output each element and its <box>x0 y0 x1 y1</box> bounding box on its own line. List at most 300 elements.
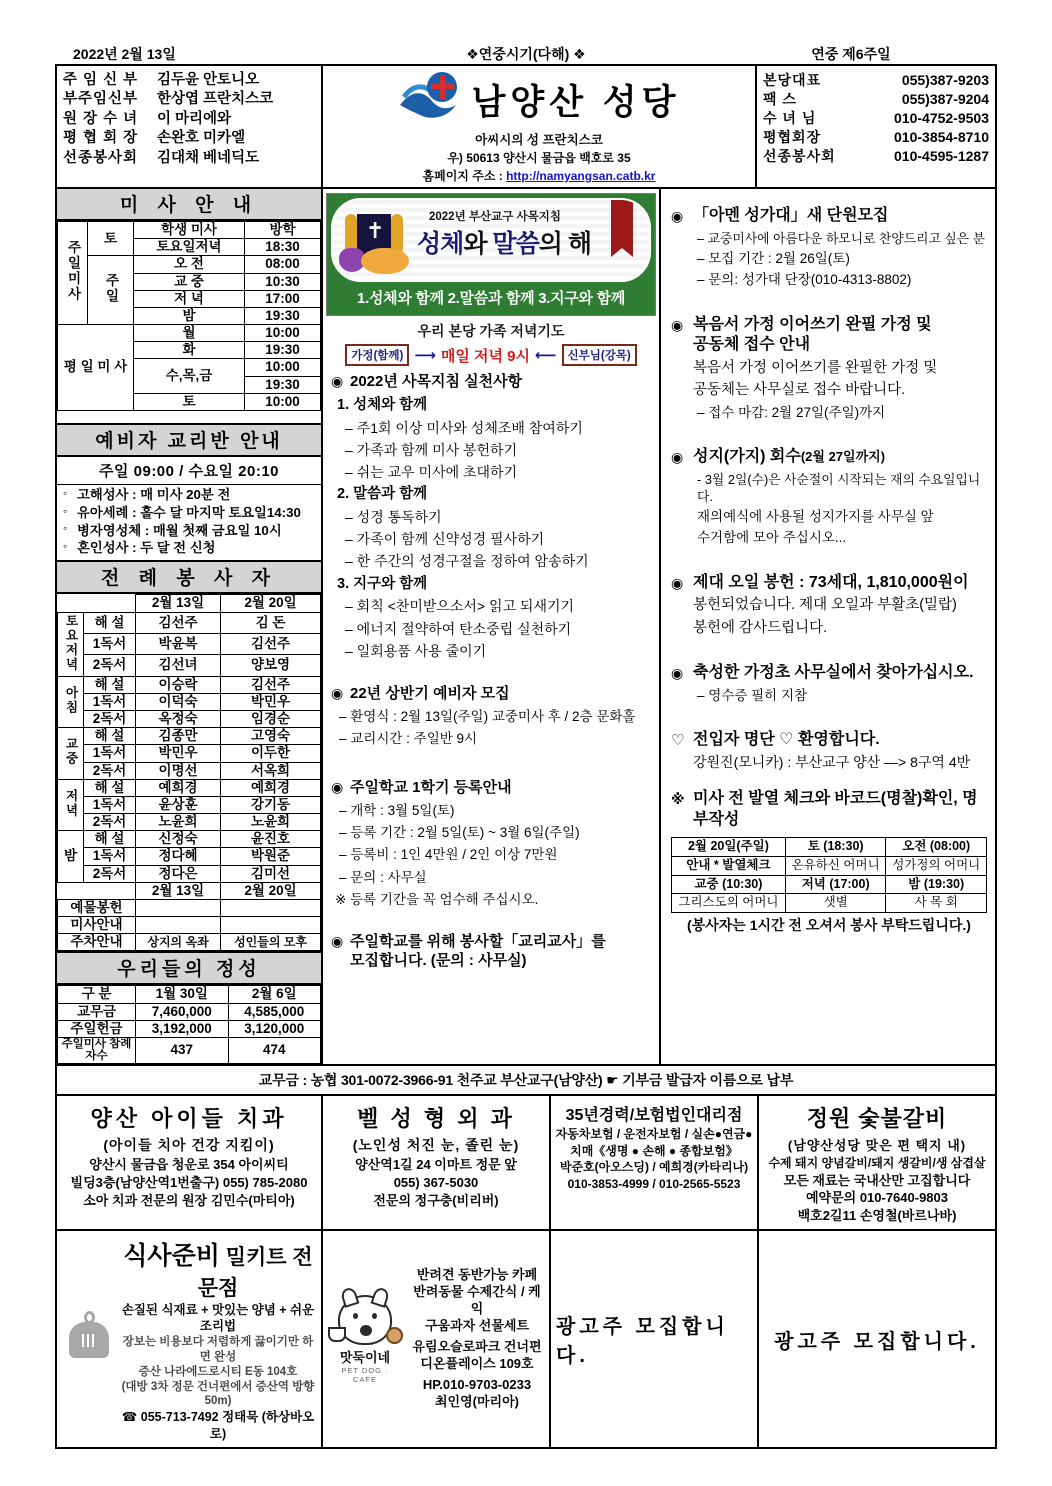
mass-name: 학생 미사 <box>134 222 245 239</box>
liturgy-col1: 2월 13일 <box>136 595 221 612</box>
mass-time: 08:00 <box>245 256 321 273</box>
banner-title-b: 와 <box>463 230 493 258</box>
ad-line: 전문의 정구충(비리버) <box>373 1192 499 1208</box>
offering-table <box>57 985 321 1064</box>
mealkit-phone: ☎ 055-713-7492 정태묵 (하상바오로) <box>121 1410 315 1441</box>
ad-line: 박준호(아오스딩) / 예희경(카타리나) <box>559 1160 749 1175</box>
sunday-school-title: ◉ 주일학교 1학기 등록안내 <box>331 779 653 798</box>
catechumen-schedule: 주일 09:00 / 수요일 20:10 <box>57 457 321 485</box>
candle-title: ◉ 축성한 가정초 사무실에서 찾아가십시오. <box>671 663 987 684</box>
ribbon-icon <box>611 200 633 248</box>
altar-oil-section <box>661 570 995 640</box>
fever-cell: 성가정의 어머니 <box>886 856 987 875</box>
table-row <box>58 865 321 882</box>
table-row <box>672 838 987 857</box>
ad-plastic-surgery[interactable] <box>323 1096 551 1229</box>
offering-value: 3,120,000 <box>228 1020 321 1037</box>
gospel-title: ◉ 복음서 가정 이어쓰기 완필 가정 및 <box>671 315 987 336</box>
banner-title-a: 성체 <box>417 230 464 258</box>
offering-value: 474 <box>228 1038 321 1064</box>
weekday-mass-label: 평 일 미 사 <box>58 325 134 411</box>
table-row <box>58 1038 321 1064</box>
mass-name: 월 <box>134 325 245 342</box>
role-cell: 2독서 <box>84 762 136 779</box>
advertisement-row-1 <box>57 1096 995 1231</box>
role-cell: 해 설 <box>84 612 136 633</box>
name-cell: 상지의 옥좌 <box>136 934 221 951</box>
ad-line: 양산역1길 24 이마트 정문 앞 <box>355 1157 517 1172</box>
contact-value: 010-4752-9503 <box>894 109 989 126</box>
liturgy-table <box>57 594 321 951</box>
group-label: 토요저녁 <box>64 613 79 672</box>
ad-title: 벨 성 형 외 과 <box>357 1106 515 1131</box>
masthead <box>57 66 995 189</box>
table-row <box>58 831 321 848</box>
bulletin-date: 2022년 2월 13일 <box>73 46 176 62</box>
offering-value: 7,460,000 <box>136 1003 229 1020</box>
advertisement-row-2 <box>57 1231 995 1447</box>
right-column <box>661 189 995 1064</box>
name-cell: 예희경 <box>221 779 321 796</box>
palm-item: 재의예식에 사용될 성지가지를 사무실 앞 <box>697 509 934 525</box>
guideline-item: – 일회용품 사용 줄이기 <box>345 642 487 659</box>
contact-label: 팩 스 <box>763 90 797 107</box>
role-cell: 2독서 <box>84 655 136 676</box>
bulletin-body <box>57 189 995 1064</box>
name-cell: 양보영 <box>221 655 321 676</box>
sunday-school-item: – 등록 기간 : 2월 5일(토) ~ 3월 6일(주일) <box>339 825 580 841</box>
guideline-group-title: 2. 말씀과 함께 <box>337 486 428 503</box>
liturgical-season: ❖연중시기(다해) ❖ <box>466 46 586 62</box>
role-cell: 해 설 <box>84 728 136 745</box>
banner-box <box>326 193 656 316</box>
mass-name: 오 전 <box>134 256 245 273</box>
name-cell: 윤진호 <box>221 831 321 848</box>
name-cell: 김미선 <box>221 865 321 882</box>
catechumen-recruit-title: ◉ 22년 상반기 예비자 모집 <box>331 685 653 704</box>
ad-title: 정원 숯불갈비 <box>806 1106 948 1131</box>
role-cell: 2독서 <box>84 814 136 831</box>
mass-name: 저 녁 <box>134 290 245 307</box>
name-cell: 임경순 <box>221 711 321 728</box>
patron-saint: 아씨시의 성 프란치스코 <box>475 133 603 147</box>
guideline-item: – 가족이 함께 신약성경 필사하기 <box>345 531 545 548</box>
candle-item: – 영수증 필히 지참 <box>697 687 808 703</box>
table-row <box>58 762 321 779</box>
prayer-time: 매일 저녁 9시 <box>440 347 531 365</box>
table-row <box>58 633 321 654</box>
gospel-title2: 공동체 접수 안내 <box>693 336 811 354</box>
ad-slot-available-2[interactable] <box>759 1231 995 1447</box>
role-cell: 1독서 <box>84 745 136 762</box>
mass-time: 10:30 <box>245 273 321 290</box>
contact-row <box>757 70 995 89</box>
table-row <box>58 745 321 762</box>
sunday-school-note: ※ 등록 기간을 꼭 엄수해 주십시오. <box>335 891 539 907</box>
petcafe-line: 반려동물 수제간식 / 케익 <box>413 1284 541 1317</box>
table-row <box>58 796 321 813</box>
staff-name: 이 마리에와 <box>157 110 232 127</box>
choir-item: – 모집 기간 : 2월 26일(토) <box>697 251 850 267</box>
banner-title-c: 말씀 <box>492 230 539 258</box>
table-row <box>672 894 987 913</box>
name-cell: 옥정숙 <box>136 711 221 728</box>
table-row <box>58 899 321 916</box>
contact-value: 010-3854-8710 <box>894 128 989 145</box>
sun-label: 주일 <box>103 273 119 305</box>
name-cell: 정다혜 <box>136 848 221 865</box>
ad-line: 백호2길11 손영철(바르나바) <box>797 1208 957 1224</box>
guideline-group-title: 1. 성체와 함께 <box>337 396 428 413</box>
ad-subtitle: (아이들 치아 건강 지킴이) <box>103 1137 275 1153</box>
sat-label: 토 <box>88 222 134 256</box>
prayer-left-tag: 가정(함께) <box>345 344 409 366</box>
palm-item: 수거함에 모아 주십시오... <box>697 530 847 546</box>
banner-footer: 1.성체와 함께 2.말씀과 함께 3.지구와 함께 <box>357 290 625 307</box>
banner-inner <box>331 198 651 282</box>
contact-value: 055)387-9203 <box>901 71 989 88</box>
mass-time: 19:30 <box>245 376 321 393</box>
role-cell: 미사안내 <box>58 917 136 934</box>
palm-collection-section <box>661 444 995 550</box>
sunday-school-item: – 문의 : 사무실 <box>339 869 427 885</box>
palm-item: - 3월 2일(수)은 사순절이 시작되는 재의 수요일입니다. <box>697 471 981 504</box>
staff-role: 원 장 수 녀 <box>63 110 139 127</box>
chef-hat-icon <box>62 1310 116 1368</box>
table-row <box>58 595 321 612</box>
guideline-title: ◉ 2022년 사목지침 실천사항 <box>331 373 653 392</box>
fever-cell: 그리스도의 어머니 <box>672 894 786 913</box>
sunday-mass-label: 주일미사 <box>65 240 81 303</box>
offering-kind: 주일헌금 <box>58 1020 136 1037</box>
offering-kind: 교무금 <box>58 1003 136 1020</box>
name-cell: 노윤희 <box>136 814 221 831</box>
contact-row <box>757 146 995 165</box>
welcome-title: ♡ 전입자 명단 ♡ 환영합니다. <box>671 730 987 751</box>
table-row <box>58 917 321 934</box>
contact-label: 수 녀 님 <box>763 109 817 126</box>
guideline-item: – 가족과 함께 미사 봉헌하기 <box>345 441 518 458</box>
role-cell: 1독서 <box>84 796 136 813</box>
extra-col1: 2월 13일 <box>136 882 221 899</box>
name-cell: 김종만 <box>136 728 221 745</box>
banner-title <box>417 224 591 260</box>
ad-petcafe[interactable] <box>323 1231 551 1447</box>
table-row <box>58 882 321 899</box>
list-item: ◦ 혼인성사 : 두 달 전 신청 <box>59 540 321 558</box>
check-title: ※ 미사 전 발열 체크와 바코드(명찰)확인, 명부작성 <box>671 789 987 831</box>
name-cell: 김 돈 <box>221 612 321 633</box>
staff-name: 김대채 베네딕도 <box>157 149 260 166</box>
ad-line: 치매《생명 ● 손해 ● 종합보험》 <box>570 1143 738 1158</box>
name-cell: 강기동 <box>221 796 321 813</box>
name-cell <box>221 917 321 934</box>
ad-title: 35년경력/보험법인대리점 <box>565 1107 743 1124</box>
name-cell: 박민우 <box>136 745 221 762</box>
table-row <box>58 655 321 676</box>
name-cell: 정다은 <box>136 865 221 882</box>
role-cell: 2독서 <box>84 711 136 728</box>
name-cell: 박윤복 <box>136 633 221 654</box>
name-cell: 김선주 <box>221 676 321 693</box>
contact-label: 선종봉사회 <box>763 147 836 164</box>
choir-item: – 문의: 성가대 단장(010-4313-8802) <box>697 272 912 288</box>
ad-mealkit[interactable] <box>57 1231 323 1447</box>
name-cell: 서옥희 <box>221 762 321 779</box>
offering-header: 구 분 <box>58 986 136 1003</box>
ad-subtitle: (남양산성당 맞은 편 택지 내) <box>787 1138 967 1153</box>
bread-icon <box>361 248 409 274</box>
ad-line: 빌딩3층(남양산역1번출구) 055) 785-2080 <box>70 1174 308 1190</box>
fever-cell: 오전 (08:00) <box>886 838 987 857</box>
staff-name: 손완호 미카엘 <box>157 130 246 146</box>
table-row <box>58 222 321 239</box>
name-cell: 박민우 <box>221 693 321 710</box>
fever-cell: 2월 20일(주일) <box>672 838 786 857</box>
ad-dental[interactable] <box>57 1096 323 1229</box>
gospel-writing-section <box>661 312 995 424</box>
sacrament-list <box>57 485 321 561</box>
group-label: 밤 <box>63 848 78 864</box>
list-item: ◦ 고해성사 : 매 미사 20분 전 <box>59 487 321 505</box>
catechist-recruit-title2: 모집합니다. (문의 : 사무실) <box>350 952 527 970</box>
name-cell: 성인들의 모후 <box>221 934 321 951</box>
arrow-right-icon: ⟶ <box>414 347 436 364</box>
mass-schedule-table <box>57 221 321 411</box>
table-row <box>58 1003 321 1020</box>
mealkit-title <box>120 1236 316 1302</box>
parish-logo-icon <box>398 71 460 128</box>
offering-header: 2월 6일 <box>228 986 321 1003</box>
guideline-group-title: 3. 지구와 함께 <box>337 575 428 592</box>
contact-value: 055)387-9204 <box>901 90 989 107</box>
petcafe-logo-sub: PET DOG · CAFE <box>341 1365 389 1384</box>
mass-name: 화 <box>134 342 245 359</box>
ad-title: 양산 아이들 치과 <box>90 1106 288 1131</box>
table-row <box>58 814 321 831</box>
bank-account-line: 교무금 : 농협 301-0072-3966-91 천주교 부산교구(남양산) ☛ 기부금 발급자 이름으로 납부 <box>57 1064 995 1096</box>
table-row <box>58 1020 321 1037</box>
ad-line: 모든 재료는 국내산만 고집합니다 <box>783 1172 971 1188</box>
banner-green-frame <box>327 194 655 315</box>
mass-time: 10:00 <box>245 393 321 410</box>
mass-name: 토 <box>134 393 245 410</box>
catechumen-recruit-item: – 환영식 : 2월 13일(주일) 교중미사 후 / 2층 문화홀 <box>339 708 636 724</box>
name-cell: 이두한 <box>221 745 321 762</box>
mass-name: 교 중 <box>134 273 245 290</box>
fever-cell: 안내 * 발열체크 <box>672 856 786 875</box>
petcafe-line: 구움과자 선물세트 <box>424 1318 530 1334</box>
offering-value: 4,585,000 <box>228 1003 321 1020</box>
offering-header: 1월 30일 <box>136 986 229 1003</box>
staff-role: 선종봉사회 <box>63 149 139 166</box>
blessed-candle-section <box>661 660 995 707</box>
sunday-school-item: – 개학 : 3월 5일(토) <box>339 802 455 818</box>
liturgy-title: 전 례 봉 사 자 <box>57 560 321 594</box>
name-cell: 박원준 <box>221 848 321 865</box>
offering-kind: 주일미사 참례자수 <box>58 1038 136 1064</box>
name-cell: 이승락 <box>136 676 221 693</box>
mass-time: 18:30 <box>245 239 321 256</box>
palm-title <box>671 447 987 468</box>
table-row <box>58 711 321 728</box>
top-date-bar <box>55 38 997 64</box>
staff-row <box>57 148 321 168</box>
table-row <box>58 612 321 633</box>
parish-identity <box>323 66 757 187</box>
mass-time: 17:00 <box>245 290 321 307</box>
name-cell: 고영숙 <box>221 728 321 745</box>
list-item: ◦ 병자영성체 : 매월 첫째 금요일 10시 <box>59 522 321 540</box>
mealkit-title-b: 밀키트 전문점 <box>197 1246 313 1301</box>
fever-cell: 저녁 (17:00) <box>785 875 886 894</box>
mass-time: 10:00 <box>245 325 321 342</box>
fever-cell: 토 (18:30) <box>785 838 886 857</box>
mealkit-line: 증산 나라에드로시티 E동 104호 <box>138 1365 298 1378</box>
mealkit-line: 장보는 비용보다 저렴하게 끓이기만 하면 완성 <box>122 1335 314 1363</box>
contact-row <box>757 108 995 127</box>
banner-title-d: 의 해 <box>538 230 591 258</box>
ad-slot-available-1[interactable] <box>551 1231 759 1447</box>
table-row <box>58 779 321 796</box>
role-cell: 해 설 <box>84 831 136 848</box>
ad-line: 양산시 물금읍 청운로 354 아이씨티 <box>89 1157 289 1172</box>
liturgy-col2: 2월 20일 <box>221 595 321 612</box>
staff-name: 한상엽 프란치스코 <box>157 91 274 107</box>
fever-check-section <box>661 786 995 937</box>
name-cell: 김선녀 <box>136 655 221 676</box>
banner-year-line: 2022년 부산교구 사목지침 <box>429 211 561 223</box>
ad-line: 자동차보험 / 운전자보험 / 실손●연금● <box>555 1127 753 1141</box>
table-row <box>58 693 321 710</box>
contact-label: 본당대표 <box>763 71 822 88</box>
staff-list <box>57 66 323 187</box>
role-cell: 예물봉헌 <box>58 899 136 916</box>
role-cell: 1독서 <box>84 693 136 710</box>
mealkit-title-a: 식사준비 <box>123 1242 220 1271</box>
ad-line: 010-3853-4999 / 010-2565-5523 <box>567 1176 741 1191</box>
mass-name: 밤 <box>134 307 245 324</box>
staff-role: 주 임 신 부 <box>63 71 139 88</box>
role-cell: 해 설 <box>84 676 136 693</box>
homepage-link[interactable]: http://namyangsan.catb.kr <box>506 169 656 183</box>
staff-name: 김두윤 안토니오 <box>157 71 260 88</box>
ad-bbq[interactable] <box>759 1096 995 1229</box>
table-row <box>672 856 987 875</box>
mealkit-line: (대방 3차 정문 건너편에서 증산역 방향 50m) <box>121 1380 315 1408</box>
oil-title: ◉ 제대 오일 봉헌 : 73세대, 1,810,000원이 <box>671 573 987 594</box>
name-cell: 이명선 <box>136 762 221 779</box>
arrow-left-icon: ⟵ <box>535 347 557 364</box>
prayer-title: 우리 본당 가족 저녁기도 <box>417 323 565 339</box>
offering-title: 우리들의 정성 <box>57 951 321 985</box>
guideline-item: – 회칙 <찬미받으소서> 읽고 되새기기 <box>345 598 575 615</box>
mass-name: 수,목,금 <box>134 359 245 393</box>
gospel-deadline: – 접수 마감: 2월 27일(주일)까지 <box>697 404 886 420</box>
logo-and-title <box>323 71 755 128</box>
name-cell <box>221 899 321 916</box>
ad-wanted-text: 광고주 모집합니다. <box>556 1316 729 1368</box>
petcafe-line: 디온플레이스 109호 <box>420 1355 534 1371</box>
table-row <box>58 986 321 1003</box>
mass-time: 19:30 <box>245 307 321 324</box>
name-cell: 신정숙 <box>136 831 221 848</box>
staff-row <box>57 109 321 129</box>
name-cell: 김선주 <box>136 612 221 633</box>
evening-prayer-box <box>326 316 656 370</box>
ad-line: 소아 치과 전문의 원장 김민수(마티아) <box>83 1192 295 1208</box>
palm-title-main: 성지(가지) 회수 <box>693 447 801 465</box>
role-cell: 1독서 <box>84 848 136 865</box>
staff-row <box>57 90 321 110</box>
role-cell: 해 설 <box>84 779 136 796</box>
pastoral-guideline-section <box>323 370 659 662</box>
table-row <box>58 676 321 693</box>
fever-cell: 사 목 회 <box>886 894 987 913</box>
name-cell: 이덕숙 <box>136 693 221 710</box>
name-cell <box>136 899 221 916</box>
ad-line: 예약문의 010-7640-9803 <box>805 1190 949 1206</box>
petcafe-content <box>328 1267 544 1410</box>
name-cell: 예희경 <box>136 779 221 796</box>
sunday-school-item: – 등록비 : 1인 4만원 / 2인 이상 7만원 <box>339 847 558 863</box>
contact-list <box>757 66 995 187</box>
ad-line: 055) 367-5030 <box>393 1174 479 1190</box>
guideline-item: – 쉬는 교우 미사에 초대하기 <box>345 463 518 480</box>
fever-cell: 교중 (10:30) <box>672 875 786 894</box>
prayer-right-tag: 신부님(강목) <box>562 344 637 366</box>
name-cell: 김선주 <box>221 633 321 654</box>
table-row <box>58 728 321 745</box>
ad-line: 수제 돼지 양념갈비/돼지 생갈비/생 삼겹살 <box>768 1156 986 1170</box>
middle-column <box>323 189 661 1064</box>
name-cell: 윤상훈 <box>136 796 221 813</box>
mealkit-content <box>62 1236 316 1442</box>
fever-note: (봉사자는 1시간 전 오셔서 봉사 부탁드립니다.) <box>687 917 971 934</box>
dog-logo-icon <box>328 1295 402 1384</box>
catechist-recruit-section <box>323 930 659 973</box>
ad-subtitle: (노인성 처진 눈, 졸린 눈) <box>352 1137 520 1153</box>
table-row <box>672 875 987 894</box>
contact-value: 010-4595-1287 <box>894 147 989 164</box>
mass-name: 토요일저녁 <box>134 239 245 256</box>
list-item: ◦ 유아세례 : 홀수 달 마지막 토요일14:30 <box>59 505 321 523</box>
bulletin-frame <box>55 64 997 1449</box>
catechumen-recruit-item: – 교리시간 : 주일반 9시 <box>339 730 478 746</box>
mass-time: 10:00 <box>245 359 321 376</box>
gospel-body2: 공동체는 사무실로 접수 바랍니다. <box>693 382 906 399</box>
staff-role: 평 협 회 장 <box>63 130 139 146</box>
offering-value: 437 <box>136 1038 229 1064</box>
welcome-body: 강원진(모니카) : 부산교구 양산 —> 8구역 4반 <box>693 753 971 770</box>
sunday-school-section <box>323 776 659 910</box>
table-row <box>58 325 321 342</box>
group-label: 아침 <box>64 685 79 715</box>
pastoral-banner <box>326 193 656 370</box>
extra-col2: 2월 20일 <box>221 882 321 899</box>
petcafe-phone: HP.010-9703-0233 <box>422 1376 532 1392</box>
palm-title-deadline: (2월 27일까지) <box>800 448 886 464</box>
petcafe-line: 반려견 동반가능 카페 <box>416 1267 538 1283</box>
prayer-line <box>326 344 656 366</box>
parish-address: 우) 50613 양산시 물금읍 백호로 35 <box>447 151 631 165</box>
name-cell <box>136 917 221 934</box>
ad-insurance[interactable] <box>551 1096 759 1229</box>
choir-item: – 교중미사에 아름다운 하모니로 찬양드리고 싶은 분 <box>697 230 986 246</box>
catechumen-title: 예비자 교리반 안내 <box>57 423 321 457</box>
petcafe-logo-name: 맛둑이네 <box>339 1349 391 1365</box>
petcafe-line: 유림오슬로파크 건너편 <box>412 1339 542 1355</box>
